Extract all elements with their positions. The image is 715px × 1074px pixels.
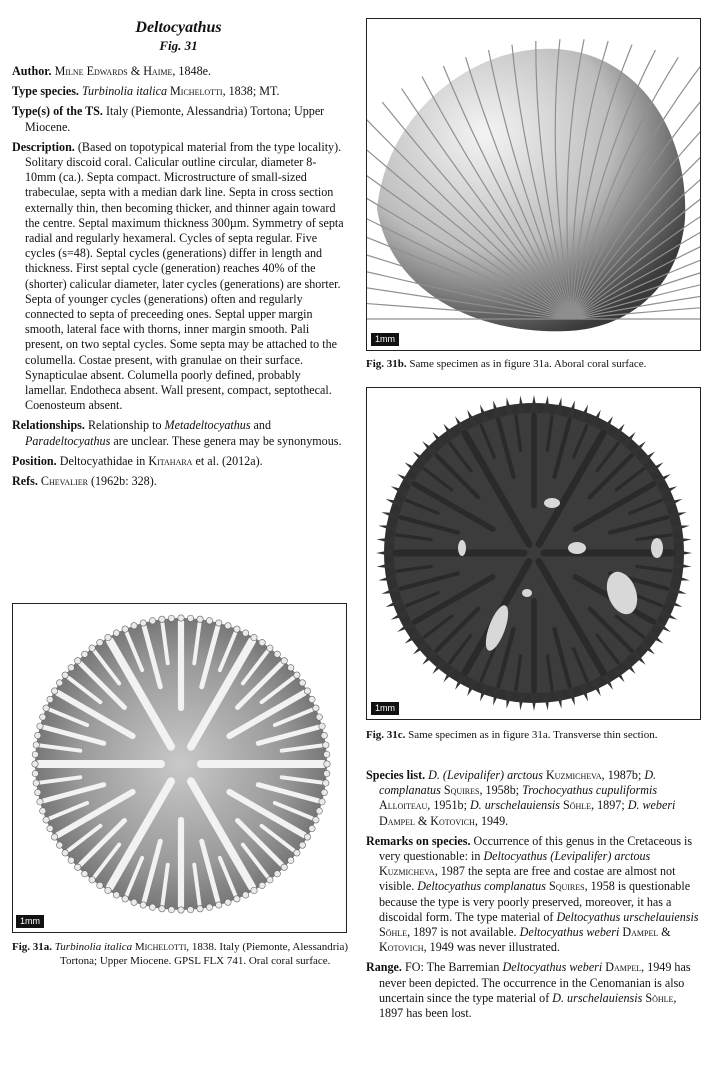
costa-granule — [259, 882, 265, 888]
scale-bar-31a: 1mm — [16, 915, 44, 928]
remarks-species-1: Deltocyathus (Levipalifer) arctous — [483, 849, 651, 864]
species-3-year: , 1951b; — [427, 798, 470, 813]
figure-reference: Fig. 31 — [159, 38, 198, 53]
relationships-genus-1: Metadeltocyathus — [164, 418, 251, 433]
costa-granule — [149, 618, 155, 624]
remarks-text-1: Occurrence of this genus in the Cretaceous is very questionable: in — [379, 833, 693, 864]
relationships-label: Relationships. — [12, 418, 85, 433]
costa-granule — [140, 620, 146, 626]
costa-granule — [313, 705, 319, 711]
costa-granule — [168, 906, 174, 912]
remarks-author-2: Squires — [548, 879, 585, 894]
species-list-label: Species list. — [366, 768, 426, 782]
type-species-rest: , 1838; MT. — [222, 84, 280, 99]
costa-granule — [316, 808, 322, 814]
costa-granule — [294, 850, 300, 856]
costa-granule — [35, 732, 41, 738]
costa-granule — [32, 770, 38, 776]
costa-granule — [105, 887, 111, 893]
species-5: D. weberi — [627, 798, 676, 813]
species-1-year: , 1987b; — [601, 768, 645, 782]
remarks-text-5: , 1949 was never illustrated. — [423, 940, 560, 955]
fig-31a-text: , 1838. Italy (Piemonte, Alessandria) Tortona; Upper Miocene. GPSL FLX 741. Oral coral surface. — [60, 941, 349, 967]
costa-granule — [168, 615, 174, 621]
costa-granule — [225, 899, 231, 905]
costa-granule — [37, 723, 43, 729]
relationships-entry — [12, 418, 345, 448]
author-year: , 1848e. — [172, 64, 212, 78]
costa-granule — [197, 906, 203, 912]
figure-31a-image — [12, 603, 347, 933]
costa-granule — [251, 634, 257, 640]
costa-granule — [178, 615, 184, 621]
costa-granule — [33, 742, 39, 748]
remarks-author-4: Dampel & Kotovich — [379, 925, 671, 955]
costa-granule — [274, 871, 280, 877]
relationships-text-2: and — [250, 418, 272, 433]
costa-granule — [35, 789, 41, 795]
costa-granule — [40, 714, 46, 720]
costa-granule — [288, 665, 294, 671]
relationships-genus-2: Paradeltocyathus — [25, 433, 111, 448]
relationships-text-3: are unclear. These genera may be synonymous. — [110, 433, 342, 448]
costa-granule — [149, 904, 155, 910]
figure-31c-caption — [366, 729, 706, 743]
costa-granule — [267, 877, 273, 883]
costa-granule — [187, 615, 193, 621]
range-species-1: Deltocyathus weberi — [502, 960, 603, 975]
costa-granule — [75, 864, 81, 870]
costa-granule — [299, 842, 305, 848]
costa-granule — [216, 902, 222, 908]
costa-granule — [33, 780, 39, 786]
costa-granule — [131, 623, 137, 629]
fig-31c-text: Same specimen as in figure 31a. Transverse thin section. — [408, 729, 658, 741]
remarks-species-4: Deltocyathus weberi — [519, 925, 620, 940]
costa-granule — [32, 761, 38, 767]
remarks-text-2: , 1987 the septa are free and costae are almost not visible. — [379, 864, 676, 894]
species-2: D. complanatus — [379, 768, 657, 798]
refs-author: Chevalier — [40, 474, 88, 489]
costa-granule — [62, 672, 68, 678]
aboral-surface-dome — [367, 39, 700, 331]
type-species-label: Type species. — [12, 84, 79, 99]
costa-granule — [89, 877, 95, 883]
remarks-species-3: Deltocyathus urschelauiensis — [556, 909, 699, 924]
remarks-author-1: Kuzmicheva — [379, 864, 435, 879]
costa-granule — [242, 892, 248, 898]
costa-granule — [294, 672, 300, 678]
costa-granule — [288, 857, 294, 863]
costa-granule — [316, 714, 322, 720]
position-author: Kitahara — [148, 453, 193, 468]
costa-granule — [131, 899, 137, 905]
costa-granule — [323, 780, 329, 786]
species-3: Trochocyathus cupuliformis — [522, 783, 658, 798]
range-text-2: , 1949 has never been depicted. The occurrence in the Cenomanian is also uncertain since the type material of — [379, 960, 691, 1005]
costa-granule — [225, 623, 231, 629]
description-entry — [12, 140, 345, 414]
scale-bar-31c: 1mm — [371, 702, 399, 715]
author-name: Milne Edwards & Haime — [54, 64, 173, 78]
costa-granule — [122, 896, 128, 902]
costa-granule — [47, 825, 53, 831]
costa-granule — [206, 618, 212, 624]
refs-entry — [12, 474, 345, 489]
costa-granule — [324, 761, 330, 767]
fig-31c-label: Fig. 31c. — [366, 729, 406, 741]
range-label: Range. — [366, 960, 402, 975]
costa-granule — [313, 817, 319, 823]
costa-granule — [43, 705, 49, 711]
species-1: D. (Levipalifer) arctous — [428, 768, 543, 782]
costa-granule — [309, 825, 315, 831]
genus-title: Deltocyathus — [135, 19, 222, 36]
author-label: Author. — [12, 64, 52, 78]
type-species-entry — [12, 84, 345, 99]
fig-31b-label: Fig. 31b. — [366, 358, 407, 370]
refs-text: (1962b: 328). — [87, 474, 157, 489]
costa-granule — [267, 645, 273, 651]
costa-granule — [234, 896, 240, 902]
costa-granule — [281, 864, 287, 870]
costa-granule — [105, 634, 111, 640]
costa-granule — [251, 887, 257, 893]
right-column-text — [366, 768, 702, 1026]
remarks-species-2: Deltocyathus complanatus — [417, 879, 546, 894]
costa-granule — [319, 723, 325, 729]
costa-granule — [82, 651, 88, 657]
costa-granule — [51, 834, 57, 840]
costa-granule — [159, 906, 165, 912]
costa-granule — [178, 907, 184, 913]
costa-granule — [32, 751, 38, 757]
costa-granule — [309, 696, 315, 702]
costa-granule — [274, 651, 280, 657]
range-author-1: Dampel — [605, 960, 642, 975]
costa-granule — [68, 665, 74, 671]
remarks-text-4: , 1897 is not available. — [407, 925, 520, 940]
costa-granule — [234, 626, 240, 632]
costa-granule — [323, 770, 329, 776]
figure-31b-caption — [366, 358, 706, 372]
costa-granule — [37, 799, 43, 805]
range-author-2: Söhle — [645, 990, 674, 1005]
costa-granule — [56, 680, 62, 686]
species-4-author: Söhle — [563, 798, 592, 813]
costa-granule — [122, 626, 128, 632]
range-species-2: D. urschelauiensis — [552, 990, 643, 1005]
type-ts-label: Type(s) of the TS. — [12, 104, 103, 119]
costa-granule — [62, 850, 68, 856]
costa-granule — [113, 892, 119, 898]
costa-granule — [97, 639, 103, 645]
range-text-1: FO: The Barremian — [404, 960, 503, 975]
description-text: (Based on topotypical material from the type locality). Solitary discoid coral. Calicular outline circular, diameter 8-10mm (ca.). Septa compact. Microstructure of small-sized trabeculae, septa with a median dark line. Septa in cross section externally thin, then becoming thicker, and thinner again toward the centre. Septal maximum thickness 300µm. Symmetry of septa radial and regularly hexameral. Cycles of septa regular. Five cycles (s=48). Septal cycles (generations) differ in length and thickness. First septal cycle (generation) reaches 40% of the (shorter) calicular diameter, later cycles (generations) are shorter. Septa of younger cycles (generations) often and regularly connected to septa of preceeding ones. Septal upper margin smooth, lateral face with thorns, inner margin smooth. Pali present, on two septal cycles. Some septa may be attached to the columella. Costae present, with granulae on their surface. Synapticulae absent. Columella poorly defined, probably lamellar. Endotheca absent. Wall present, compact, septothecal. Coenosteum absent. — [25, 139, 344, 413]
position-text-1: Deltocyathidae in — [59, 453, 149, 468]
description-label: Description. — [12, 139, 75, 154]
fig-31b-text: Same specimen as in figure 31a. Aboral coral surface. — [409, 358, 647, 370]
remarks-text-3: , 1958 is questionable because the type is very poorly preserved, moreover, it has a discoidal form. The type material of — [379, 879, 691, 924]
costa-granule — [43, 817, 49, 823]
type-ts-entry — [12, 104, 345, 134]
fig-31a-author: Michelotti — [134, 941, 187, 953]
species-2-year: , 1958b; — [479, 783, 523, 798]
species-4-year: , 1897; — [591, 798, 628, 813]
remarks-author-3: Söhle — [379, 925, 408, 940]
author-entry — [12, 64, 345, 79]
costa-granule — [82, 871, 88, 877]
type-species-author: Michelotti — [170, 84, 223, 99]
position-label: Position. — [12, 453, 57, 468]
fig-31a-label: Fig. 31a. — [12, 941, 53, 953]
species-5-year: , 1949. — [474, 813, 509, 828]
costa-granule — [281, 658, 287, 664]
refs-label: Refs. — [12, 474, 38, 489]
costa-granule — [304, 688, 310, 694]
relationships-text-1: Relationship to — [87, 418, 165, 433]
costa-granule — [51, 688, 57, 694]
costa-granule — [299, 680, 305, 686]
costa-granule — [197, 616, 203, 622]
species-3-author: Alloiteau — [379, 798, 428, 813]
costa-granule — [113, 630, 119, 636]
costa-granule — [47, 696, 53, 702]
species-5-author: Dampel & Kotovich — [379, 813, 475, 828]
type-species-name: Turbinolia italica — [82, 84, 168, 99]
species-list-entry — [366, 768, 702, 829]
position-text-2: et al. (2012a). — [192, 453, 263, 468]
range-text-3: , 1897 has been lost. — [379, 990, 677, 1021]
costa-granule — [321, 732, 327, 738]
fig-31a-species: Turbinolia italica — [54, 941, 133, 953]
costa-granule — [206, 904, 212, 910]
position-entry — [12, 454, 345, 469]
species-2-author: Squires — [443, 783, 480, 798]
costa-granule — [56, 842, 62, 848]
figure-31c-image — [366, 387, 701, 720]
costa-granule — [259, 639, 265, 645]
left-column — [12, 18, 345, 494]
costa-granule — [75, 658, 81, 664]
figure-31a-caption — [12, 941, 352, 968]
species-1-author: Kuzmicheva — [545, 768, 602, 782]
figure-31b-image — [366, 18, 701, 351]
scale-bar-31b: 1mm — [371, 333, 399, 346]
costa-granule — [319, 799, 325, 805]
costa-granule — [159, 616, 165, 622]
costa-granule — [321, 789, 327, 795]
type-ts-text: Italy (Piemonte, Alessandria) Tortona; Upper Miocene. — [25, 104, 325, 134]
costa-granule — [323, 742, 329, 748]
species-4: D. urschelauiensis — [469, 798, 560, 813]
remarks-entry — [366, 834, 702, 956]
costa-granule — [304, 834, 310, 840]
costa-granule — [242, 630, 248, 636]
costa-granule — [89, 645, 95, 651]
thin-section — [376, 395, 692, 711]
costa-granule — [140, 902, 146, 908]
costa-granule — [97, 882, 103, 888]
remarks-label: Remarks on species. — [366, 833, 471, 848]
costa-granule — [68, 857, 74, 863]
costa-granule — [40, 808, 46, 814]
costa-granule — [323, 751, 329, 757]
costa-granule — [187, 906, 193, 912]
range-entry — [366, 960, 702, 1021]
costa-granule — [216, 620, 222, 626]
oral-surface-disc — [32, 615, 330, 913]
